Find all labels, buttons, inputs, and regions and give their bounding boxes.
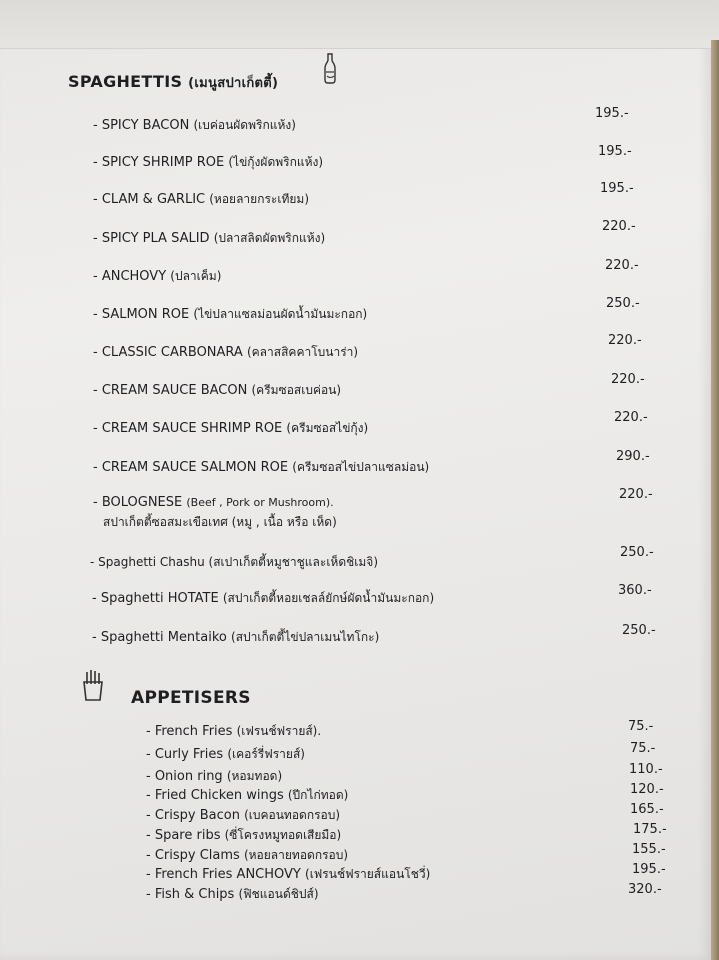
page-top-edge	[0, 0, 719, 49]
appetiser-item	[146, 806, 340, 825]
item-name: - Spaghetti Mentaiko	[92, 630, 227, 645]
spaghetti-item	[92, 628, 379, 647]
item-price: 195.-	[595, 106, 629, 121]
item-name-th: (เฟรนช์ฟรายส์).	[236, 724, 322, 738]
item-name: - Curly Fries	[146, 747, 224, 762]
page-right-edge	[711, 40, 719, 960]
spaghetti-item	[93, 267, 221, 286]
item-price: 195.-	[600, 181, 634, 196]
item-price: 110.-	[629, 762, 663, 777]
appetiser-item	[146, 722, 321, 741]
item-name: - Onion ring	[146, 769, 223, 784]
item-price: 220.-	[614, 410, 648, 425]
item-name: - SALMON ROE	[93, 307, 190, 322]
spaghetti-item	[93, 305, 367, 324]
item-name-th: (เบคอนทอดกรอบ)	[244, 808, 341, 822]
item-name: - CREAM SAUCE SALMON ROE	[93, 460, 289, 475]
appetiser-item	[146, 885, 319, 904]
item-price: 250.-	[622, 623, 656, 638]
spaghetti-title-en: SPAGHETTIS	[68, 72, 183, 91]
item-name: - ANCHOVY	[93, 269, 167, 284]
appetiser-item	[146, 786, 348, 805]
item-name: - CLASSIC CARBONARA	[93, 345, 243, 360]
item-name-th: (ครีมซอสเบค่อน)	[251, 383, 342, 397]
item-name: - SPICY BACON	[93, 118, 190, 133]
item-name: - French Fries ANCHOVY	[146, 867, 301, 882]
item-price: 175.-	[633, 822, 667, 837]
item-name-th: (ไข่กุ้งผัดพริกแห้ง)	[228, 155, 324, 169]
item-name: - Spare ribs	[146, 828, 221, 843]
item-name-th: (เบค่อนผัดพริกแห้ง)	[193, 118, 296, 132]
spaghetti-item	[93, 153, 323, 172]
item-name-th: (ซี่โครงหมูทอดเสียมือ)	[224, 828, 342, 842]
spaghetti-item	[90, 553, 378, 572]
item-name: - SPICY PLA SALID	[93, 231, 210, 246]
item-name-th: (ปลาสลิดผัดพริกแห้ง)	[213, 231, 326, 245]
bolognese-subtitle: สปาเก็ตตี้ซอสมะเขือเทศ (หมู , เนื้อ หรือ เห็ด)	[103, 515, 337, 529]
appetisers-section-title: APPETISERS	[131, 688, 251, 708]
spaghetti-section-title	[68, 72, 278, 93]
item-price: 220.-	[611, 372, 645, 387]
item-name-th: (ครีมซอสไข่กุ้ง)	[286, 421, 369, 435]
spaghetti-item	[93, 116, 296, 135]
item-name-th: (ปลาเค็ม)	[170, 269, 222, 283]
item-name-th: (สเปาเก็ตตี้หมูชาชูและเห็ดชิเมจิ)	[208, 555, 379, 569]
spaghetti-item	[93, 229, 325, 248]
item-price: 165.-	[630, 802, 664, 817]
item-name: - Fried Chicken wings	[146, 788, 284, 803]
item-name-th: (ฟิชแอนด์ชิปส์)	[238, 887, 319, 901]
item-price: 220.-	[602, 219, 636, 234]
bottle-icon	[321, 52, 339, 84]
item-name: - CLAM & GARLIC	[93, 192, 206, 207]
item-name-th: (ปีกไก่ทอด)	[287, 788, 349, 802]
item-price: 75.-	[630, 741, 656, 756]
appetiser-item	[146, 846, 348, 865]
item-name-th: (หอยลายกระเทียม)	[209, 192, 309, 206]
item-price: 290.-	[616, 449, 650, 464]
item-price: 195.-	[598, 144, 632, 159]
item-name-th: (สปาเก็ตตี้ไข่ปลาเมนไทโกะ)	[231, 630, 380, 644]
item-price: 250.-	[606, 296, 640, 311]
item-price: 250.-	[620, 545, 654, 560]
appetiser-item	[146, 767, 282, 786]
spaghetti-item	[93, 343, 358, 362]
item-name-th: (หอมทอด)	[226, 769, 283, 783]
item-name: - Crispy Bacon	[146, 808, 240, 823]
item-name-th: (ไข่ปลาแซลม่อนผัดน้ำมันมะกอก)	[193, 307, 368, 321]
item-name-th: (ครีมซอสไข่ปลาแซลม่อน)	[292, 460, 430, 474]
item-price: 120.-	[630, 782, 664, 797]
spaghetti-item	[93, 190, 309, 209]
item-price: 195.-	[632, 862, 666, 877]
french-fries-icon	[80, 668, 106, 704]
item-name-th: (หอยลายทอดกรอบ)	[243, 848, 349, 862]
item-name: - SPICY SHRIMP ROE	[93, 155, 225, 170]
item-name-th: (เฟรนช์ฟรายส์แอนโชวี่)	[305, 867, 431, 881]
item-price: 220.-	[619, 487, 653, 502]
item-name: - Spaghetti Chashu	[90, 555, 205, 569]
item-price: 75.-	[628, 719, 654, 734]
appetiser-item	[146, 865, 430, 884]
spaghetti-item	[92, 589, 434, 608]
item-price: 220.-	[605, 258, 639, 273]
item-name: - Fish & Chips	[146, 887, 235, 902]
item-price: 360.-	[618, 583, 652, 598]
item-price: 220.-	[608, 333, 642, 348]
item-name: - CREAM SAUCE BACON	[93, 383, 248, 398]
appetiser-item	[146, 745, 305, 764]
item-name: - French Fries	[146, 724, 233, 739]
spaghetti-title-th: (เมนูสปาเก็ตตี้)	[188, 76, 279, 91]
item-name-th: (สปาเก็ตตี้หอยเชลล์ยักษ์ผัดน้ำมันมะกอก)	[222, 591, 435, 605]
appetiser-item	[146, 826, 341, 845]
spaghetti-item	[93, 458, 429, 477]
item-name: - BOLOGNESE	[93, 495, 183, 510]
item-price: 320.-	[628, 882, 662, 897]
spaghetti-item	[93, 419, 368, 438]
spaghetti-item	[93, 381, 341, 400]
item-price: 155.-	[632, 842, 666, 857]
spaghetti-item	[93, 495, 334, 510]
item-name: - Spaghetti HOTATE	[92, 591, 219, 606]
item-name-th: (Beef , Pork or Mushroom).	[186, 496, 334, 509]
item-name: - CREAM SAUCE SHRIMP ROE	[93, 421, 283, 436]
item-name-th: (เคอร์รี่ฟรายส์)	[227, 747, 305, 761]
item-name: - Crispy Clams	[146, 848, 240, 863]
item-name-th: (คลาสสิคคาโบนาร่า)	[246, 345, 359, 359]
